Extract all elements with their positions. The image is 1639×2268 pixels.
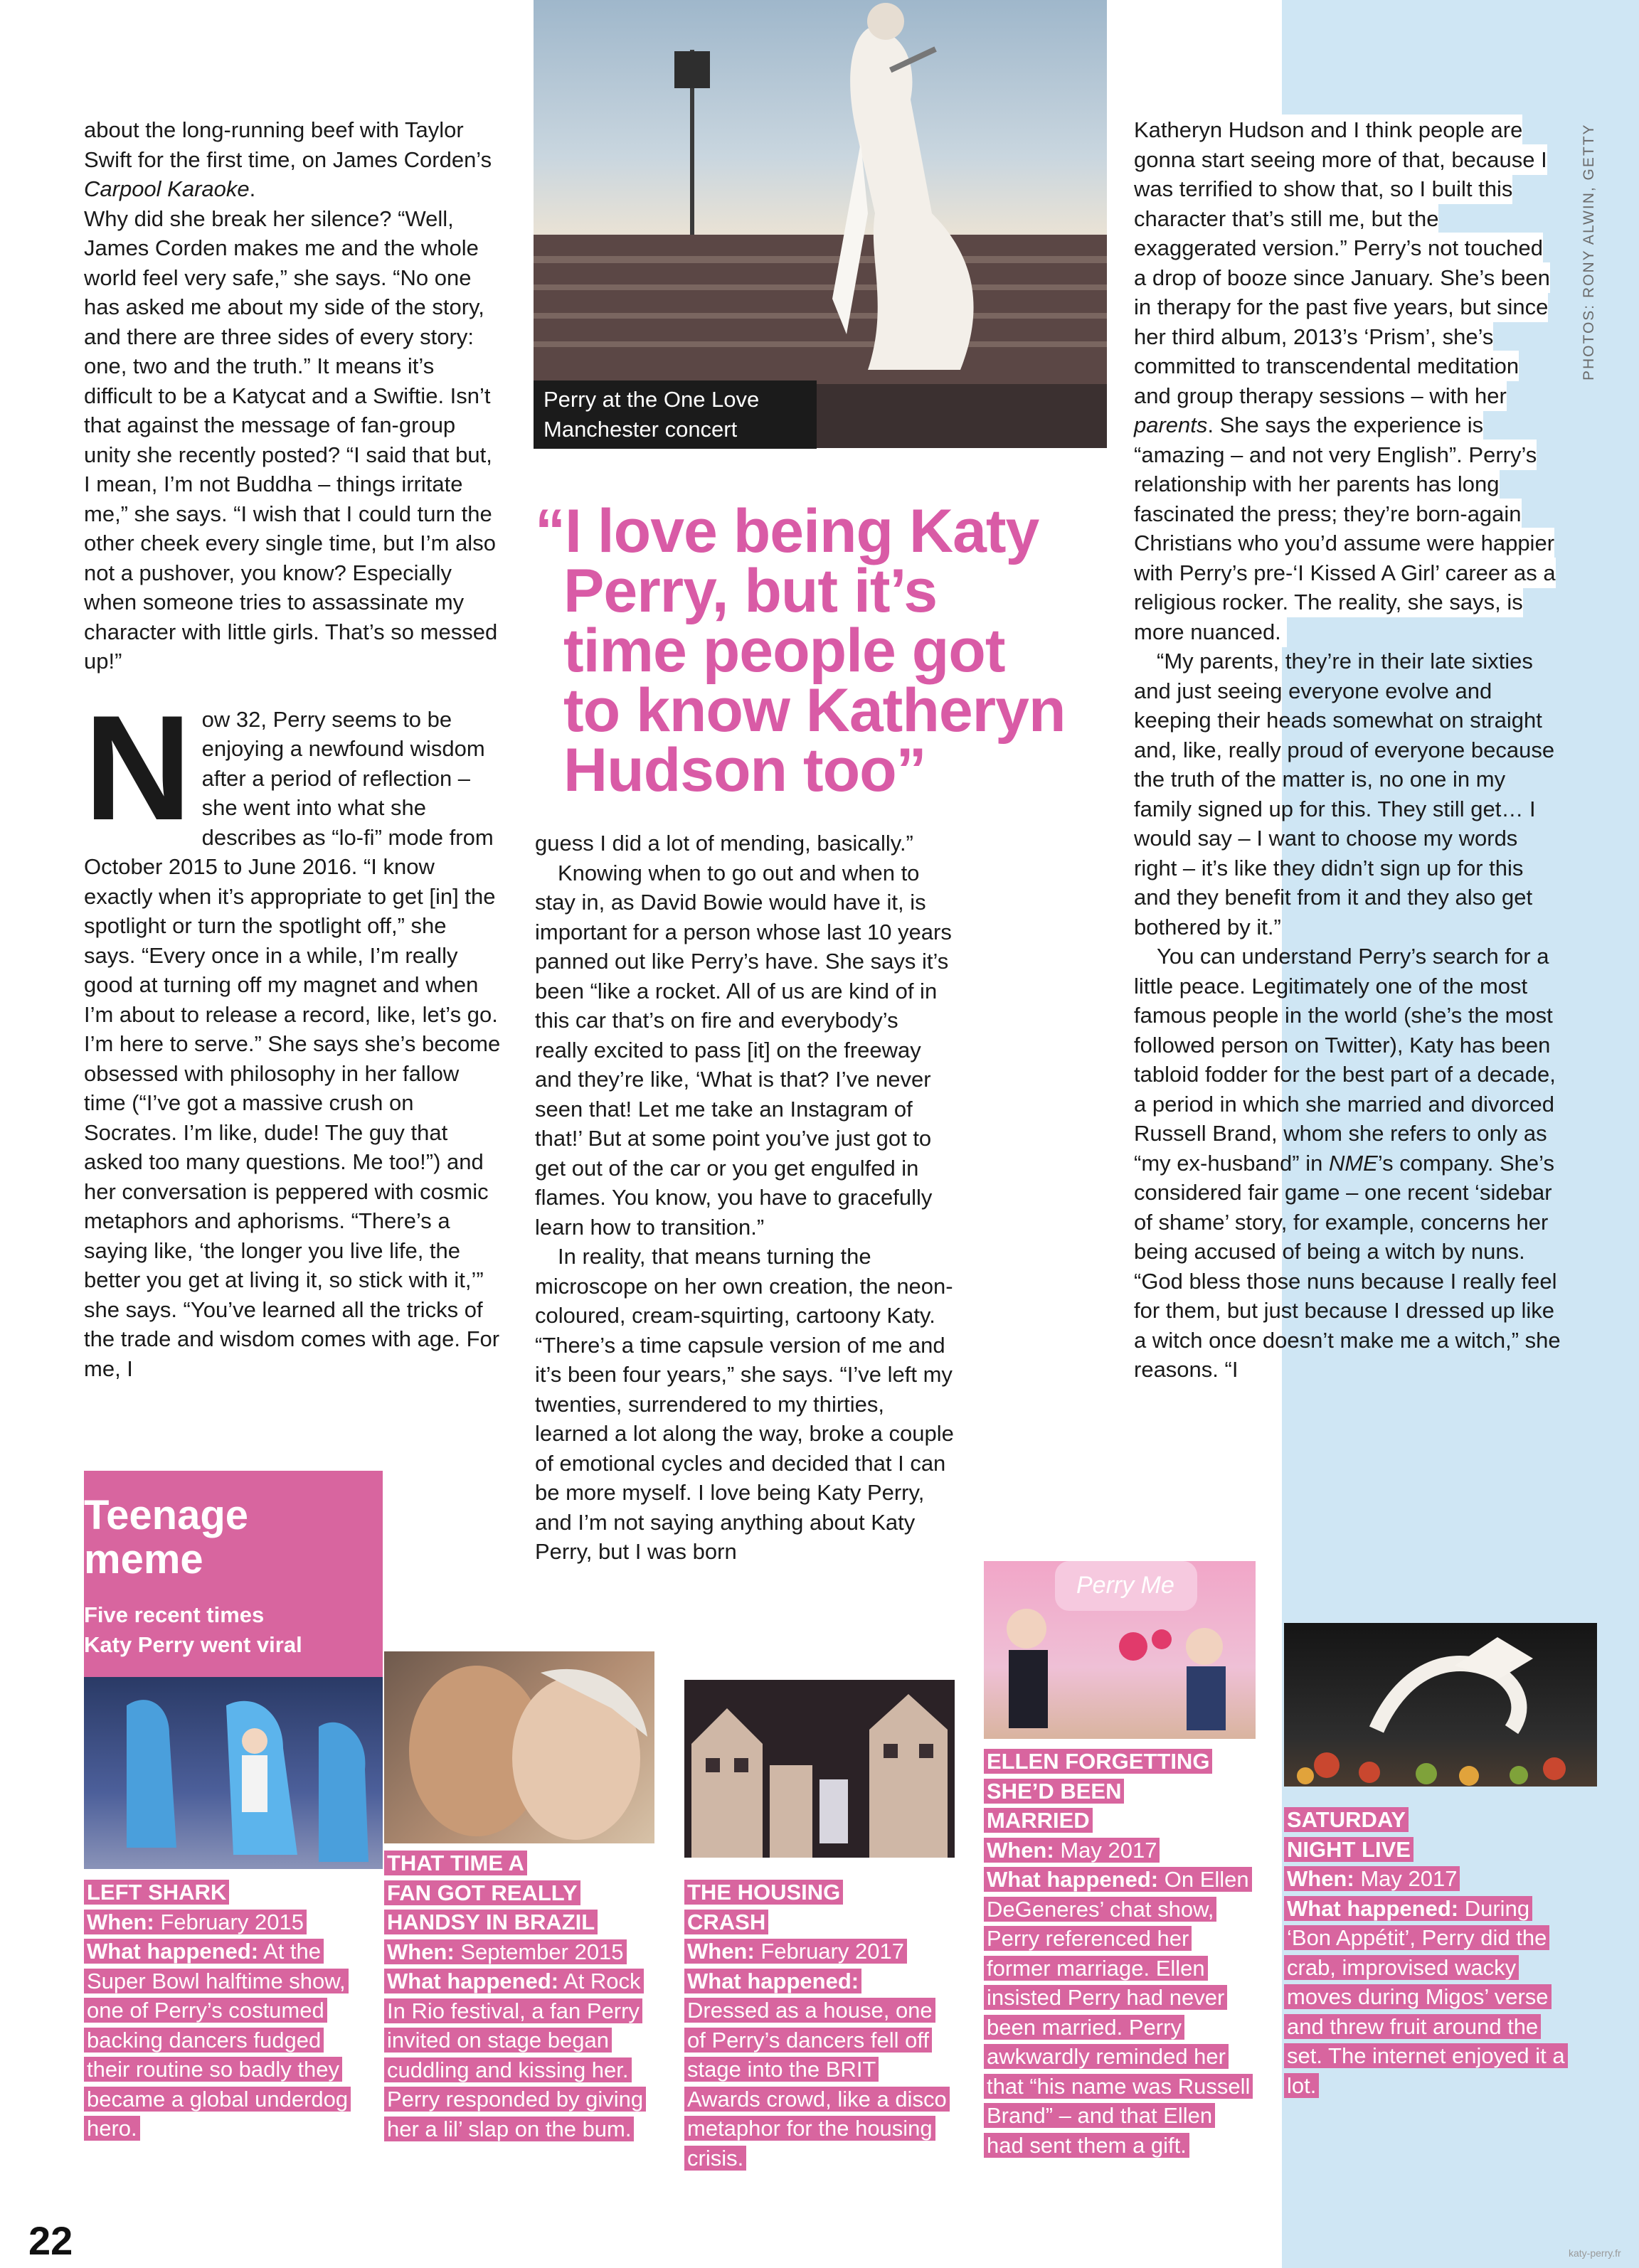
- paragraph: You can understand Perry’s search for a little peace. Legitimately one of the most famous people in the world (she’s the most followed person on Twitter), Katy has been tabloid fodder for the best part of a decade, a period in which she married and divorced Russell Brand, whom she refers to only as “my ex-husband” in NME’s company. She’s considered fair game – one recent ‘sidebar of shame’ story, for example, concerns her being accused of being a witch by nuns. “God bless those nuns because I really feel for them, but just because I dressed up like a witch once doesn’t make me a witch,” she reasons. “I: [1134, 944, 1561, 1382]
- pull-quote-line: “I love being Katy: [535, 497, 1039, 565]
- pull-quote-line: Perry, but it’s: [563, 557, 938, 625]
- drop-cap: N: [84, 683, 192, 851]
- viral-item-housing-crash: THE HOUSING CRASH When: February 2017 What happened: Dressed as a house, one of Perry’s dancers fell off stage into the BRIT Awards crowd, like a disco metaphor for the housing crisis.: [684, 1878, 948, 2173]
- paragraph: about the long-running beef with Taylor Swift for the first time, on James Corden’s Carpool Karaoke.: [84, 117, 492, 201]
- paragraph: Now 32, Perry seems to be enjoying a newfound wisdom after a period of reflection – she went into what she describes as “lo-fi” mode from October 2015 to June 2016. “I know exactly when it’s appropriate to get [in] the spotlight or turn the spotlight off,” she says. “Every once in a while, I’m really good at turning off my magnet and when I’m about to release a record, like, let’s go. I’m here to serve.” She says she’s become obsessed with philosophy in her fallow time (“I’ve got a massive crush on Socrates. I’m like, dude! The guy that asked too many questions. Me too!”) and her conversation is peppered with cosmic metaphors and aphorisms. “There’s a saying like, ‘the longer you live life, the better you get at living it, so stick with it,’” she says. “You’ve learned all the tricks of the trade and wisdom comes with age. For me, I: [84, 683, 501, 1381]
- sidebar-header: [84, 1471, 383, 1677]
- article-column-2: [535, 829, 955, 1567]
- paragraph: Katheryn Hudson and I think people are gonna start seeing more of that, because I was terrified to show that, so I built this character that’s still me, but the exaggerated version.” Perry’s not touched a drop of booze since January. She’s been in therapy for the past five years, but since her third album, 2013’s ‘Prism’, she’s committed to transcendental meditation and group therapy sessions – with her parents. She says the experience is “amazing – and not very English”. Perry’s relationship with her parents has long fascinated the press; they’re born-again Christians who you’d assume were happier with Perry’s pre-‘I Kissed A Girl’ career as a religious rocker. The reality, she says, is more nuanced.: [1134, 117, 1556, 644]
- ellen-show-photo: [984, 1561, 1256, 1739]
- pull-quote-line: Hudson too”: [563, 736, 926, 804]
- sidebar-subtitle: Five recent times Katy Perry went viral: [84, 1602, 302, 1657]
- viral-item-ellen: ELLEN FORGETTING SHE’D BEEN MARRIED When: May 2017 What happened: On Ellen DeGeneres’ chat show, Perry referenced her former marriage. Ellen insisted Perry had never been married. Perry awkwardly reminded her that “his name was Russell Brand” – and that Ellen had sent them a gift.: [984, 1747, 1251, 2160]
- paragraph: Knowing when to go out and when to stay in, as David Bowie would have it, is important for a person whose last 10 years panned out like Perry’s have. She says it’s been “like a rocket. All of us are kind of in this car that’s on fire and everybody’s really excited to pass [it] on the freeway and they’re like, ‘What is that? I’ve never seen that! Let me take an Instagram of that!’ But at some point you’ve just got to get out of the car or you get engulfed in flames. You know, you have to gracefully learn how to transition.”: [535, 860, 952, 1240]
- pull-quote-line: to know Katheryn: [563, 676, 1066, 745]
- paragraph: guess I did a lot of mending, basically.”: [535, 831, 913, 856]
- pull-quote-line: time people got: [563, 617, 1005, 685]
- viral-item-brazil: THAT TIME A FAN GOT REALLY HANDSY IN BRAZIL When: September 2015 What happened: At Rock In Rio festival, a fan Perry invited on stage began cuddling and kissing her. Perry responded by giving her a lil’ slap on the bum.: [384, 1848, 654, 2144]
- left-shark-photo: [84, 1677, 383, 1869]
- snl-photo: [1284, 1623, 1597, 1787]
- viral-item-snl: SATURDAY NIGHT LIVE When: May 2017 What happened: During ‘Bon Appétit’, Perry did the crab, improvised wacky moves during Migos’ verse and threw fruit around the set. The internet enjoyed it a lot.: [1284, 1805, 1569, 2100]
- paragraph: Why did she break her silence? “Well, James Corden makes me and the whole world feel very safe,” she says. “No one has asked me about my side of the story, and there are three sides of every story: one, two and the truth.” It means it’s difficult to be a Katycat and a Swiftie. Isn’t that against the message of fan-group unity she recently posted? “I said that but, I mean, I’m not Buddha – things irritate me,” she says. “I wish that I could turn the other cheek every single time, but I’m also not a pushover, you know? Especially when someone tries to assassinate my character with little girls. That’s so messed up!”: [84, 206, 498, 674]
- watermark: katy-perry.fr: [1569, 2247, 1621, 2259]
- pull-quote: [535, 497, 1104, 804]
- article-column-1: [84, 115, 504, 1383]
- photo-credit: PHOTOS: RONY ALWIN, GETTY: [1581, 123, 1597, 380]
- paragraph: In reality, that means turning the microscope on her own creation, the neon-coloured, cream-squirting, cartoony Katy. “There’s a time capsule version of me and it’s been four years,” she says. “I’ve left my twenties, surrendered to my thirties, learned a lot along the way, broke a couple of emotional cycles and decided that I can be more myself. I love being Katy Perry, and I’m not saying anything about Katy Perry, but I was born: [535, 1244, 954, 1564]
- page-number: 22: [28, 2218, 73, 2263]
- paragraph: “My parents, they’re in their late sixties and just seeing everyone evolve and keeping their heads somewhat on straight and, like, really proud of everyone because the truth of the matter is, no one in my family signed up for this. They still get… I would say – I want to choose my words right – it’s like they didn’t sign up for this and they benefit from it and they also get bothered by it.”: [1134, 649, 1555, 939]
- article-column-3: [1134, 115, 1561, 1385]
- housing-crash-photo: [684, 1680, 955, 1858]
- photo-caption: Perry at the One Love Manchester concert: [534, 380, 817, 449]
- ellen-sign-text: Perry Me: [1076, 1572, 1174, 1599]
- viral-item-left-shark: LEFT SHARK When: February 2015 What happened: At the Super Bowl halftime show, one of Perry’s costumed backing dancers fudged their routine so badly they became a global underdog hero.: [84, 1878, 354, 2144]
- sidebar-title: Teenage meme: [84, 1492, 249, 1582]
- brazil-fan-photo: [384, 1651, 654, 1843]
